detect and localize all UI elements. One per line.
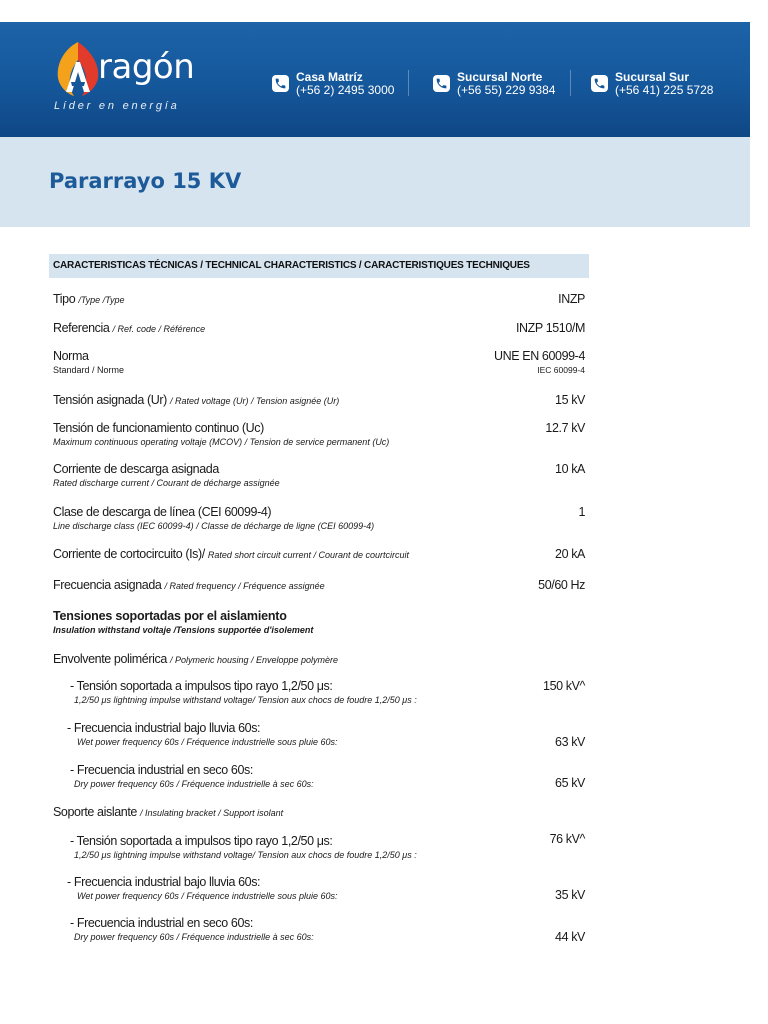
spec-label: - Frecuencia industrial bajo lluvia 60s: [67, 875, 261, 889]
spec-value-secondary: IEC 60099-4 [537, 365, 585, 375]
spec-label: Norma [53, 349, 89, 363]
contact-divider [408, 70, 409, 96]
housing-item-impulse [53, 679, 585, 705]
flame-logo-icon [52, 40, 104, 96]
insulation-heading [53, 609, 585, 635]
housing-heading [53, 652, 585, 666]
insulation-title: Tensiones soportadas por el aislamiento [53, 609, 287, 623]
section-header [49, 254, 589, 278]
bracket-heading [53, 805, 585, 819]
phone-icon [433, 75, 450, 92]
spec-value: 1 [578, 505, 585, 519]
spec-value: INZP 1510/M [515, 321, 585, 335]
bracket-item-dry [53, 916, 585, 942]
spec-sublabel: /Type /Type [78, 295, 125, 305]
spec-sublabel: Rated short circuit current / Courant de courtcircuit [207, 550, 410, 560]
contact-name: Sucursal Sur [615, 70, 690, 84]
spec-sublabel: / Rated voltage (Ur) / Tension asignée (Ur) [169, 396, 340, 406]
spec-row-tipo [53, 292, 585, 306]
contact-number: (+56 2) 2495 3000 [296, 83, 395, 97]
spec-value: 10 kA [555, 462, 585, 476]
spec-row-tension-asignada [53, 393, 585, 407]
section-header-text: CARACTERISTICAS TÉCNICAS / TECHNICAL CHARACTERISTICS / CARACTERISTIQUES TECHNIQUES [53, 260, 530, 271]
spec-label: Corriente de descarga asignada [53, 462, 219, 476]
spec-label: Tensión de funcionamiento continuo (Uc) [53, 421, 264, 435]
spec-label: Frecuencia asignada / Rated frequency / Fréquence assignée [53, 578, 325, 592]
page-title: Pararrayo 15 KV [49, 169, 242, 193]
bracket-item-wet [53, 875, 585, 901]
bracket-item-impulse [53, 834, 585, 860]
spec-row-clase-descarga [53, 505, 585, 531]
contact-number: (+56 55) 229 9384 [457, 83, 556, 97]
spec-note: Line discharge class (IEC 60099-4) / Classe de décharge de ligne (CEI 60099-4) [53, 521, 375, 531]
spec-label: Corriente de cortocircuito (Is)/ Rated short circuit current / Courant de courtcircuit [53, 547, 410, 561]
contact-name: Sucursal Norte [457, 70, 543, 84]
spec-label: Soporte aislante / Insulating bracket / Support isolant [53, 805, 284, 819]
insulation-subtitle: Insulation withstand voltaje /Tensions supportée d'isolement [53, 625, 314, 635]
spec-note: 1,2/50 μs lightning impulse withstand voltage/ Tension aux chocs de foudre 1,2/50 μs : [74, 850, 417, 860]
spec-value: 150 kV^ [543, 679, 585, 693]
spec-label: - Frecuencia industrial en seco 60s: [70, 763, 253, 777]
spec-value: 44 kV [555, 930, 585, 944]
spec-value: 76 kV^ [549, 832, 585, 846]
contact-name: Casa Matríz [296, 70, 363, 84]
spec-sublabel: / Rated frequency / Fréquence assignée [164, 581, 325, 591]
phone-icon [272, 75, 289, 92]
spec-note: Dry power frequency 60s / Fréquence industrielle à sec 60s: [74, 932, 314, 942]
spec-label: - Frecuencia industrial bajo lluvia 60s: [67, 721, 261, 735]
spec-sublabel: / Insulating bracket / Support isolant [140, 808, 284, 818]
spec-label: - Tensión soportada a impulsos tipo rayo 1,2/50 μs: [70, 834, 333, 848]
spec-note: Dry power frequency 60s / Fréquence industrielle à sec 60s: [74, 779, 314, 789]
company-logo[interactable] [52, 40, 202, 120]
spec-sublabel: / Ref. code / Référence [112, 324, 206, 334]
contact-number: (+56 41) 225 5728 [615, 83, 714, 97]
spec-note: 1,2/50 μs lightning impulse withstand voltage/ Tension aux chocs de foudre 1,2/50 μs : [74, 695, 417, 705]
spec-label: Tipo /Type /Type [53, 292, 125, 306]
contact-divider [570, 70, 571, 96]
housing-item-wet [53, 721, 585, 747]
spec-value: 65 kV [555, 776, 585, 790]
spec-row-tension-continuo [53, 421, 585, 447]
housing-item-dry [53, 763, 585, 789]
spec-value: 20 kA [555, 547, 585, 561]
spec-label: - Frecuencia industrial en seco 60s: [70, 916, 253, 930]
spec-sublabel: / Polymeric housing / Enveloppe polymère [169, 655, 339, 665]
spec-value: 12.7 kV [545, 421, 585, 435]
spec-note: Maximum continuous operating voltaje (MCOV) / Tension de service permanent (Uc) [53, 437, 390, 447]
brand-tagline: Líder en energía [54, 100, 180, 112]
spec-label: Tensión asignada (Ur) / Rated voltage (Ur) / Tension asignée (Ur) [53, 393, 340, 407]
spec-value: 63 kV [555, 735, 585, 749]
spec-row-frecuencia [53, 578, 585, 592]
spec-row-referencia [53, 321, 585, 335]
brand-name: ragón [98, 47, 195, 87]
spec-value: 35 kV [555, 888, 585, 902]
spec-row-norma [53, 349, 585, 375]
phone-icon [591, 75, 608, 92]
spec-value: UNE EN 60099-4 [494, 349, 585, 363]
spec-value: 15 kV [555, 393, 585, 407]
spec-row-cortocircuito [53, 547, 585, 561]
spec-note: Wet power frequency 60s / Fréquence industrielle sous pluie 60s: [77, 891, 338, 901]
page-header [0, 22, 750, 137]
spec-value: 50/60 Hz [538, 578, 585, 592]
spec-note: Standard / Norme [53, 365, 125, 375]
spec-value: INZP [558, 292, 585, 306]
spec-label: Clase de descarga de línea (CEI 60099-4) [53, 505, 272, 519]
spec-row-corriente-descarga [53, 462, 585, 488]
spec-note: Rated discharge current / Courant de décharge assignée [53, 478, 280, 488]
spec-label: Referencia / Ref. code / Référence [53, 321, 206, 335]
spec-label: Envolvente polimérica / Polymeric housing / Enveloppe polymère [53, 652, 339, 666]
spec-note: Wet power frequency 60s / Fréquence industrielle sous pluie 60s: [77, 737, 338, 747]
title-band [0, 137, 750, 227]
spec-label: - Tensión soportada a impulsos tipo rayo 1,2/50 μs: [70, 679, 333, 693]
